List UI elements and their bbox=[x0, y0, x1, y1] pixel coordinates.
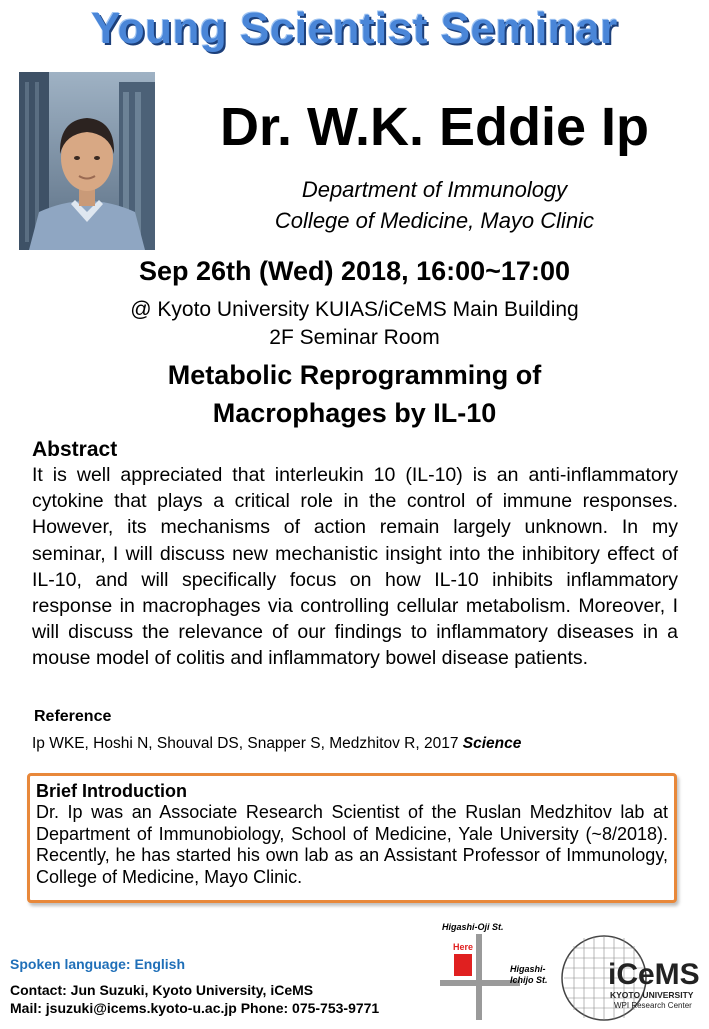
map-road-vertical bbox=[476, 934, 482, 1020]
abstract-heading: Abstract bbox=[32, 438, 118, 461]
event-venue bbox=[0, 296, 709, 352]
speaker-photo bbox=[19, 72, 155, 250]
affiliation-college: College of Medicine, Mayo Clinic bbox=[274, 208, 595, 233]
logo-line1: KYOTO UNIVERSITY bbox=[610, 990, 694, 1000]
brief-introduction-box bbox=[27, 773, 677, 903]
contact-person: Contact: Jun Suzuki, Kyoto University, iCeMS bbox=[10, 982, 314, 998]
reference-heading: Reference bbox=[34, 708, 112, 725]
talk-title bbox=[0, 356, 709, 432]
venue-room: 2F Seminar Room bbox=[269, 326, 440, 349]
speaker-affiliation bbox=[160, 174, 709, 236]
map-here-marker bbox=[454, 954, 472, 976]
map-street-ichijo-1: Higashi- bbox=[510, 964, 546, 974]
location-map bbox=[440, 920, 560, 1020]
venue-building: @ Kyoto University KUIAS/iCeMS Main Building bbox=[130, 298, 579, 321]
reference-authors: Ip WKE, Hoshi N, Shouval DS, Snapper S, Medzhitov R, 2017 bbox=[32, 735, 463, 752]
affiliation-department: Department of Immunology bbox=[301, 177, 568, 202]
intro-heading: Brief Introduction bbox=[36, 781, 187, 801]
abstract-body: It is well appreciated that interleukin 10 (IL-10) is an anti-inflammatory cytokine that plays a critical role in the control of immune responses. However, its mechanisms of action remain largely unknown. In my seminar, I will discuss new mechanistic insight into the inhibitory effect of IL-10, and will specifically focus on how IL-10 inhibits inflammatory response in macrophages via controlling cellular metabolism. Moreover, I will discuss the relevance of our findings to inflammatory diseases in a mouse model of colitis and inflammatory bowel disease patients. bbox=[32, 464, 678, 670]
map-here-label: Here bbox=[453, 942, 474, 952]
talk-title-line2: Macrophages by IL-10 bbox=[212, 398, 497, 428]
event-datetime: Sep 26th (Wed) 2018, 16:00~17:00 bbox=[139, 256, 570, 286]
reference-citation bbox=[32, 735, 521, 753]
seminar-title: Young Scientist Seminar bbox=[91, 4, 618, 53]
logo-line2: WPI Research Center bbox=[614, 1001, 692, 1010]
map-street-oji: Higashi-Oji St. bbox=[442, 922, 504, 932]
contact-mail-phone: Mail: jsuzuki@icems.kyoto-u.ac.jp Phone: 075-753-9771 bbox=[10, 1000, 380, 1016]
spoken-language: Spoken language: English bbox=[10, 956, 186, 972]
logo-wordmark: iCeMS bbox=[608, 958, 700, 991]
reference-journal: Science bbox=[462, 735, 522, 752]
contact-info bbox=[10, 981, 379, 1017]
icems-logo bbox=[560, 928, 708, 1024]
intro-body: Dr. Ip was an Associate Research Scientist of the Ruslan Medzhitov lab at Department of Immunobiology, School of Medicine, Yale University (~8/2018). Recently, he has started his own lab as an Assistant Professor of Immunology, College of Medicine, Mayo Clinic. bbox=[36, 802, 668, 887]
talk-title-line1: Metabolic Reprogramming of bbox=[167, 360, 542, 390]
map-street-ichijo-2: Ichijo St. bbox=[510, 975, 548, 985]
speaker-name: Dr. W.K. Eddie Ip bbox=[219, 97, 650, 157]
map-road-horizontal bbox=[440, 980, 520, 986]
